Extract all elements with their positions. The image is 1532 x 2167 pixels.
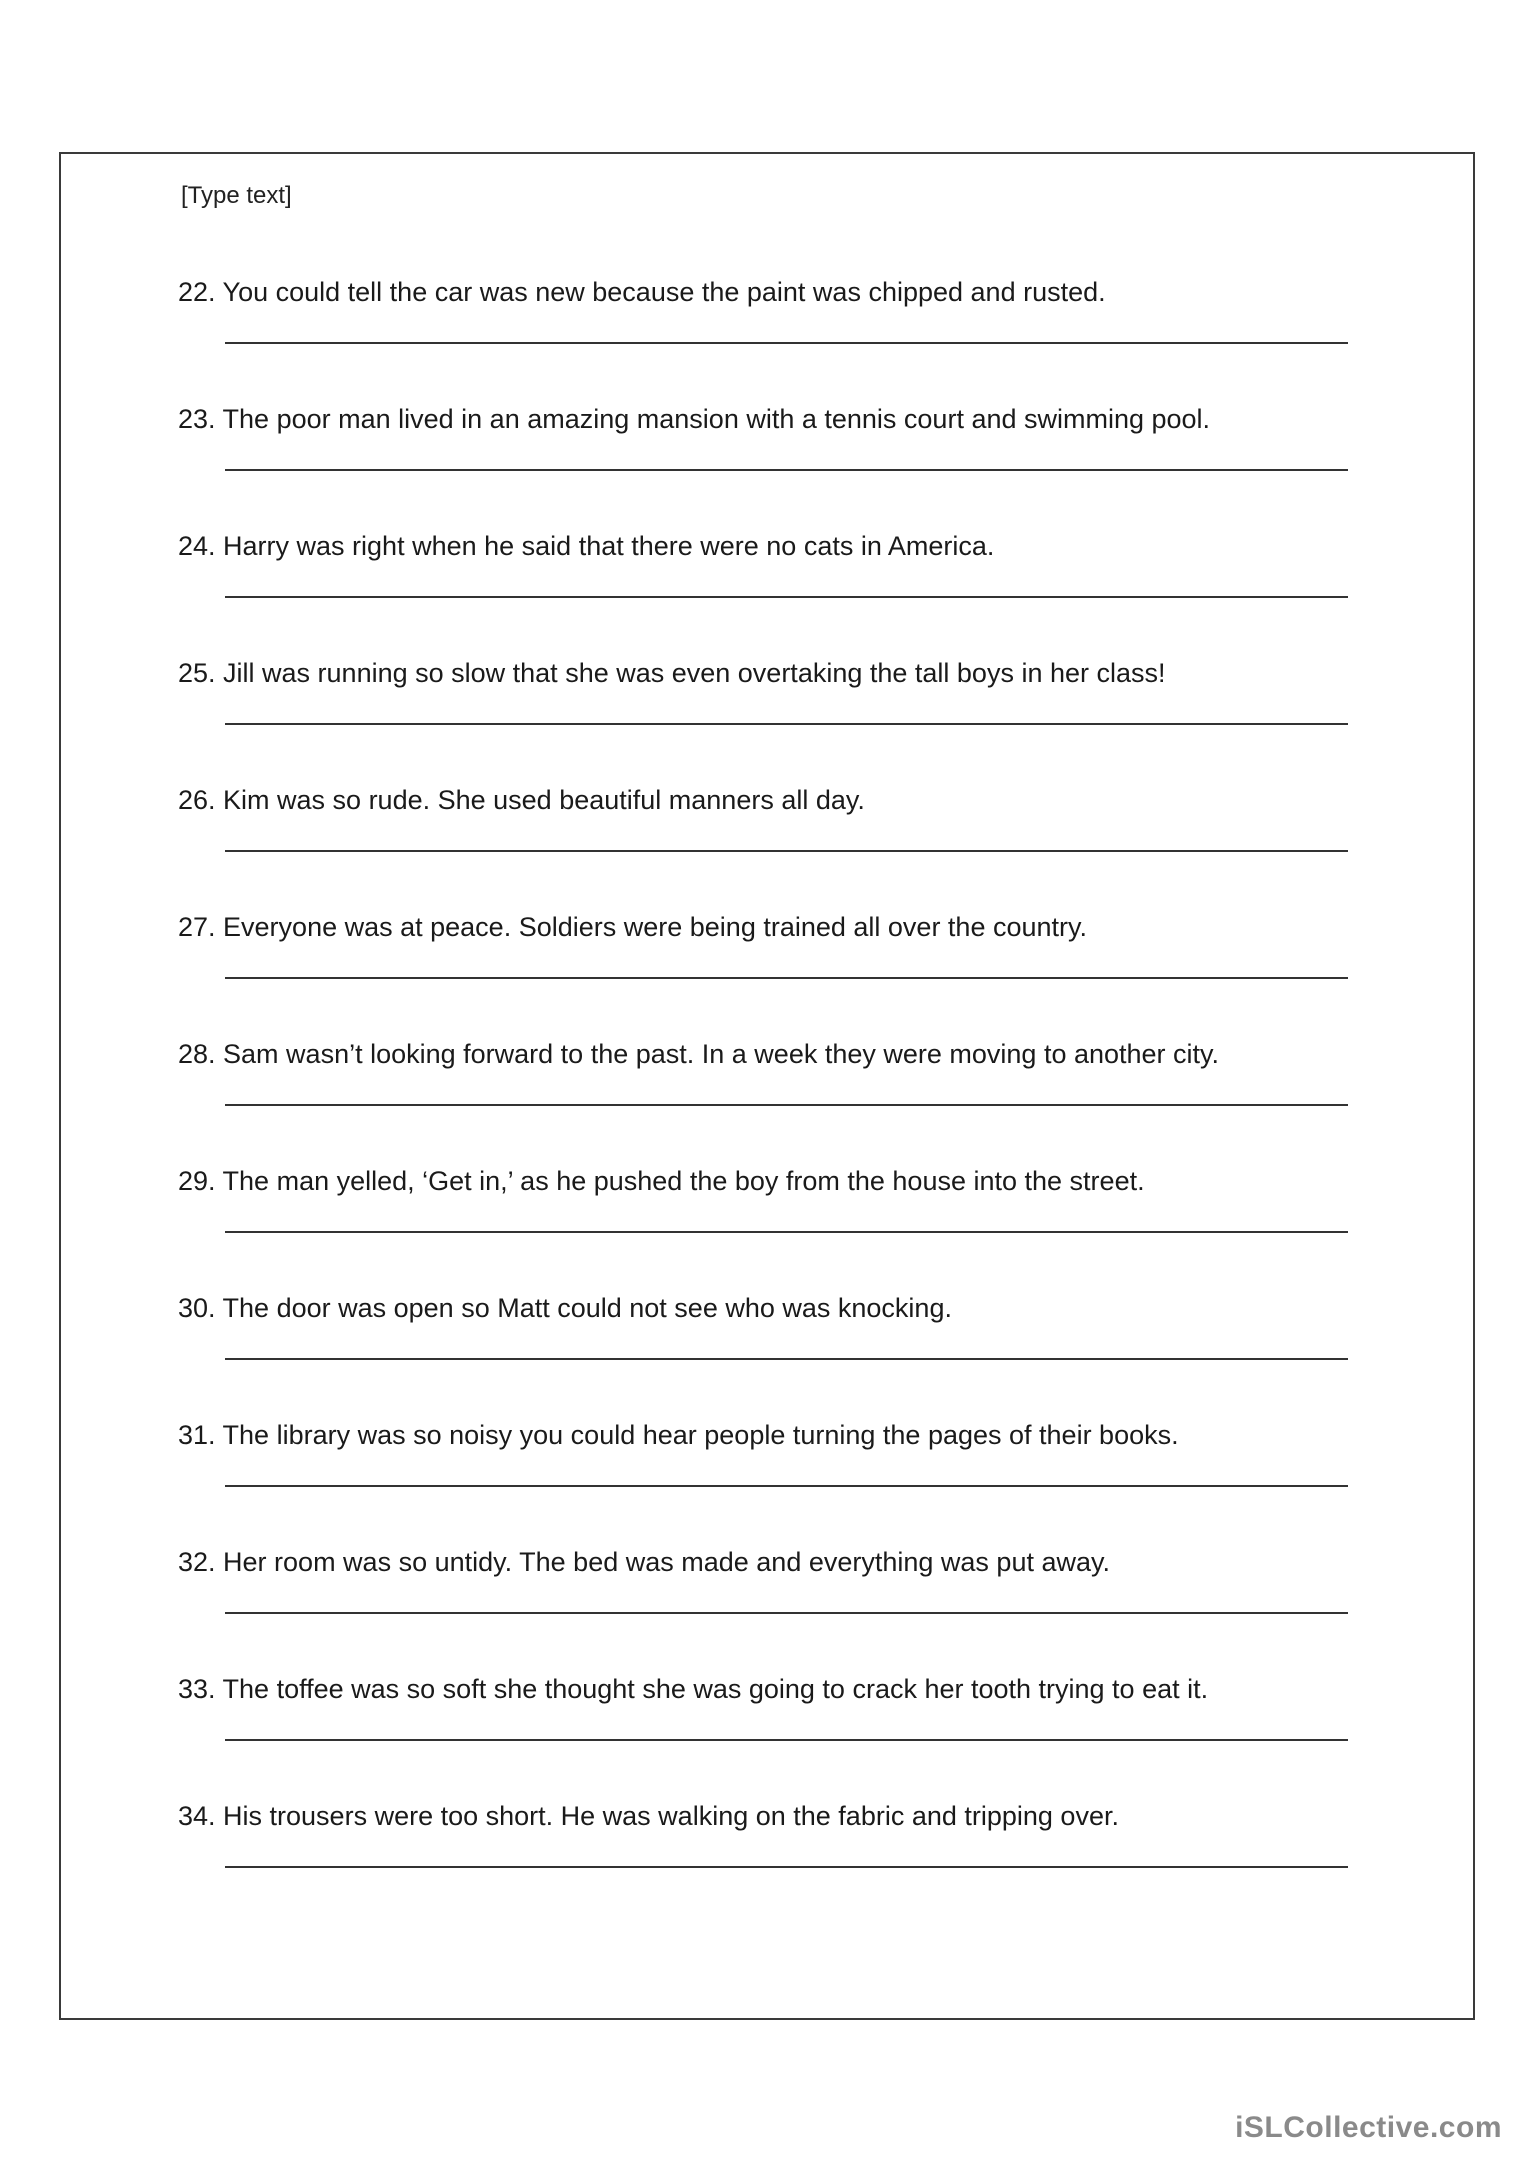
answer-line[interactable] xyxy=(225,1866,1348,1868)
question-item xyxy=(178,780,1358,907)
question-text: 22. You could tell the car was new because the paint was chipped and rusted. xyxy=(178,277,1106,307)
question-item xyxy=(178,1034,1358,1161)
question-text: 26. Kim was so rude. She used beautiful manners all day. xyxy=(178,785,865,815)
question-item xyxy=(178,1669,1358,1796)
question-item xyxy=(178,653,1358,780)
question-item xyxy=(178,1161,1358,1288)
question-text: 34. His trousers were too short. He was walking on the fabric and tripping over. xyxy=(178,1801,1119,1831)
answer-line[interactable] xyxy=(225,850,1348,852)
question-text: 31. The library was so noisy you could hear people turning the pages of their books. xyxy=(178,1420,1179,1450)
question-text: 29. The man yelled, ‘Get in,’ as he pushed the boy from the house into the street. xyxy=(178,1166,1145,1196)
answer-line[interactable] xyxy=(225,1739,1348,1741)
question-item xyxy=(178,907,1358,1034)
watermark-logo-text: iSLCollective.com xyxy=(1235,2111,1502,2144)
question-text: 30. The door was open so Matt could not see who was knocking. xyxy=(178,1293,952,1323)
answer-line[interactable] xyxy=(225,1612,1348,1614)
question-item xyxy=(178,1288,1358,1415)
answer-line[interactable] xyxy=(225,1485,1348,1487)
answer-line[interactable] xyxy=(225,1104,1348,1106)
question-text: 24. Harry was right when he said that there were no cats in America. xyxy=(178,531,995,561)
answer-line[interactable] xyxy=(225,1358,1348,1360)
answer-line[interactable] xyxy=(225,977,1348,979)
answer-line[interactable] xyxy=(225,342,1348,344)
question-text: 28. Sam wasn’t looking forward to the past. In a week they were moving to another city. xyxy=(178,1039,1220,1069)
question-item xyxy=(178,526,1358,653)
question-text: 23. The poor man lived in an amazing mansion with a tennis court and swimming pool. xyxy=(178,404,1211,434)
question-text: 32. Her room was so untidy. The bed was made and everything was put away. xyxy=(178,1547,1110,1577)
question-text: 33. The toffee was so soft she thought she was going to crack her tooth trying to eat it. xyxy=(178,1674,1209,1704)
question-item xyxy=(178,1415,1358,1542)
answer-line[interactable] xyxy=(225,1231,1348,1233)
answer-line[interactable] xyxy=(225,723,1348,725)
question-list xyxy=(178,272,1358,1923)
question-text: 27. Everyone was at peace. Soldiers were being trained all over the country. xyxy=(178,912,1088,942)
question-text: 25. Jill was running so slow that she was even overtaking the tall boys in her class! xyxy=(178,658,1166,688)
header-placeholder-text: [Type text] xyxy=(181,182,292,209)
question-item xyxy=(178,1796,1358,1923)
answer-line[interactable] xyxy=(225,596,1348,598)
question-item xyxy=(178,399,1358,526)
question-item xyxy=(178,272,1358,399)
answer-line[interactable] xyxy=(225,469,1348,471)
question-item xyxy=(178,1542,1358,1669)
